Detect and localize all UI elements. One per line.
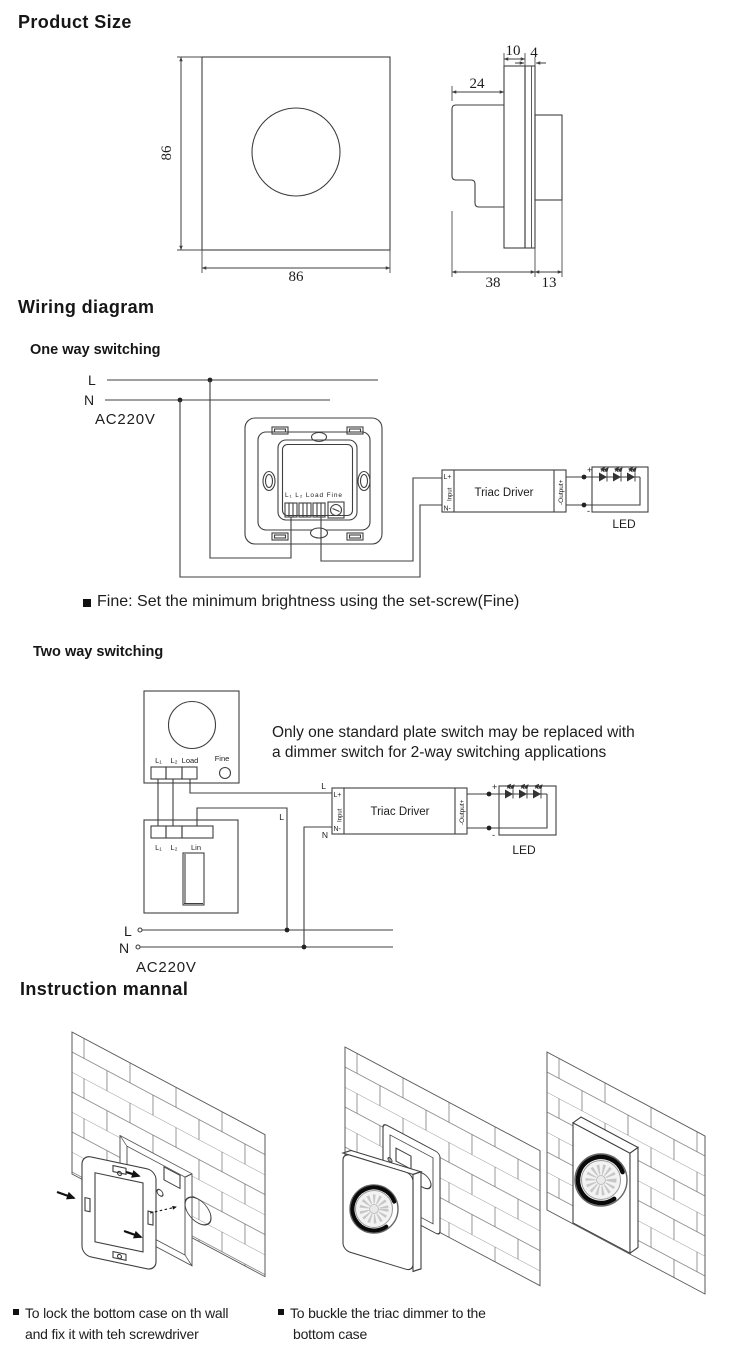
one-way-subtitle: One way switching [30,342,161,358]
led-minus: - [587,506,590,516]
front-height-dim: 86 [159,145,175,161]
led-plus: + [587,465,593,475]
step1-illustration [57,1032,265,1305]
bus-n-label: N [119,940,130,956]
caption-step2 [278,1303,508,1345]
terminal-row-label: L₁ L₂ Load Fine [285,492,342,499]
side-view [452,43,562,291]
knob-3 [575,1154,627,1206]
dim-38: 38 [485,275,501,291]
n-line-label: N [84,392,95,408]
caption2-line2: bottom case [293,1326,368,1342]
dimmer-t3: Load [181,756,199,765]
dimmer-t2: L₂ [170,756,178,765]
wire-l-label: L [321,781,326,791]
ac-label-2: AC220V [136,959,197,976]
square-bullet-icon [278,1309,284,1315]
product-size-title: Product Size [18,12,132,32]
led2-label: LED [512,843,536,857]
driver-nminus: N- [443,505,451,513]
dim-24: 24 [469,76,485,92]
two-way-subtitle: Two way switching [33,644,164,660]
two-way-diagram [0,660,750,976]
dim-13: 13 [541,275,557,291]
two-way-info-line2: a dimmer switch for 2-way switching applications [272,744,607,761]
dim-10: 10 [505,43,521,59]
dim-4: 4 [530,45,538,61]
ac-label: AC220V [95,411,156,428]
bottom-case [82,1155,156,1271]
switch-t1: L₁ [155,843,162,852]
switch-t3: Lin [190,843,202,852]
wire-n-label: N [321,830,328,840]
two-way-info-line1: Only one standard plate switch may be replaced with [272,724,635,741]
square-bullet-icon [83,599,91,607]
caption2-line1: To buckle the triac dimmer to the [290,1305,486,1321]
square-bullet-icon [13,1309,19,1315]
mains-buses [119,923,393,976]
knob-2 [350,1185,398,1233]
driver2-output: -Output+ [459,799,466,825]
dimmer-front [144,691,239,783]
caption1-line2: and fix it with teh screwdriver [25,1326,199,1342]
driver-input: Input [447,487,454,501]
front-width-dim: 86 [288,269,304,285]
led-block-2 [467,782,556,857]
step3-illustration [547,1052,705,1294]
step2-illustration [343,1047,540,1289]
led-block [566,465,648,531]
dimmer-back-plate [245,418,382,544]
one-way-diagram [0,360,750,586]
wire-l2-label: L [279,812,284,822]
caption-step1 [13,1303,263,1345]
triac-driver [442,470,566,513]
led2-minus: - [492,830,495,840]
driver-name: Triac Driver [474,487,534,499]
switch-t2: L₂ [170,843,178,852]
triac-driver-2 [332,788,467,834]
standard-switch [144,820,238,913]
driver-lplus: L+ [443,474,452,481]
front-view [159,57,390,285]
dimmer-fine: Fine [214,754,230,763]
screw-arrow-1 [57,1192,74,1198]
driver2-lplus: L+ [333,792,342,799]
driver2-nminus: N- [333,826,341,833]
led-label: LED [612,517,636,531]
bus-l-label: L [124,923,132,939]
fine-note-text: Fine: Set the minimum brightness using the set-screw(Fine) [97,593,520,610]
instruction-illustrations [0,1000,750,1306]
product-size-drawing [0,30,750,292]
caption1-line1: To lock the bottom case on th wall [25,1305,229,1321]
instructions-title: Instruction mannal [20,979,189,999]
led2-plus: + [492,782,498,792]
driver2-input: Input [337,808,344,822]
driver-output: -Output+ [558,479,565,505]
fine-note [83,593,519,611]
dimmer-t1: L₁ [155,756,162,765]
wiring-title: Wiring diagram [18,297,155,317]
l-line-label: L [88,372,96,388]
driver2-name: Triac Driver [370,806,430,818]
